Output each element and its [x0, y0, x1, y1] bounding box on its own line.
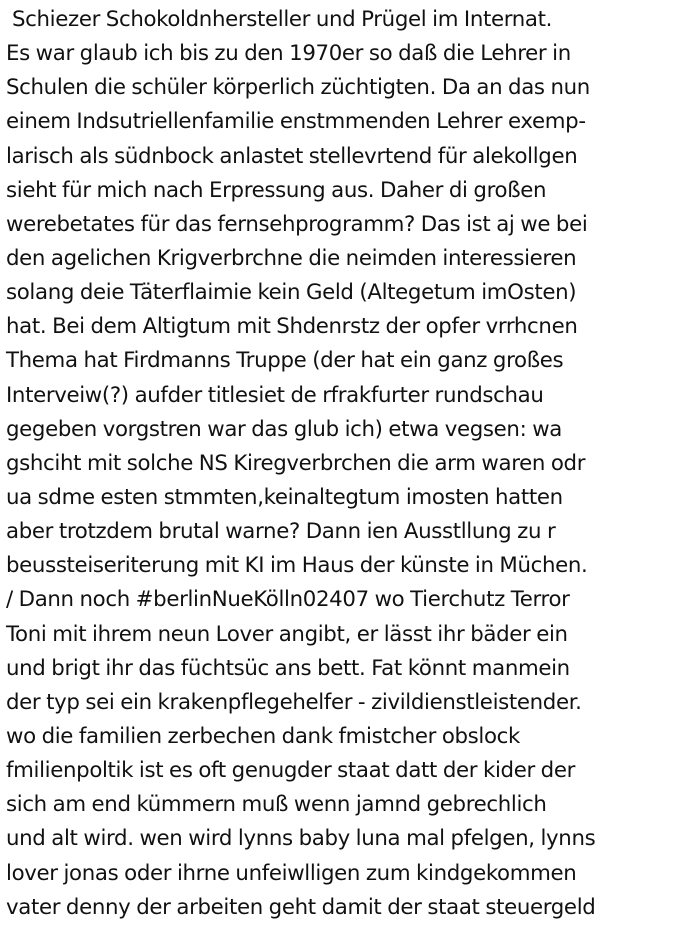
text-line-15: ua sdme esten stmmten,keinaltegtum imosten hatten — [6, 484, 563, 510]
text-line-12: Interveiw(?) aufder titlesiet de rfrakfurter rundschau — [6, 382, 544, 408]
text-line-3: Schulen die schüler körperlich züchtigten. Da an das nun — [6, 75, 590, 101]
text-line-6: sieht für mich nach Erpressung aus. Daher di großen — [6, 177, 547, 203]
text-line-2: Es war glaub ich bis zu den 1970er so daß die Lehrer in — [6, 41, 571, 67]
text-line-24: sich am end kümmern muß wenn jamnd gebrechlich — [6, 792, 547, 818]
text-line-1: Schiezer Schokoldnhersteller und Prügel im Internat. — [12, 7, 553, 32]
text-line-21: der typ sei ein krakenpflegehelfer - zivildienstleistender. — [6, 689, 582, 715]
text-line-26: lover jonas oder ihrne unfeiwlligen zum kindgekommen — [6, 860, 577, 886]
text-line-5: larisch als südnbock anlastet stellevrtend für alekollgen — [6, 143, 578, 169]
text-line-19: Toni mit ihrem neun Lover angibt, er lässt ihr bäder ein — [6, 621, 568, 647]
text-line-8: den agelichen Krigverbrchne die neimden interessieren — [6, 245, 577, 271]
document-text — [6, 3, 684, 925]
text-line-27: vater denny der arbeiten geht damit der staat steuergeld — [6, 894, 596, 920]
text-line-17: beussteiseriterung mit KI im Haus der künste in Müchen. — [6, 553, 588, 579]
text-line-18: / Dann noch #berlinNueKölln02407 wo Tierchutz Terror — [6, 587, 570, 613]
text-line-16: aber trotzdem brutal warne? Dann ien Ausstllung zu r — [6, 519, 556, 545]
text-line-20: und brigt ihr das füchtsüc ans bett. Fat könnt manmein — [6, 655, 570, 681]
text-line-13: gegeben vorgstren war das glub ich) etwa vegsen: wa — [6, 416, 562, 442]
text-line-7: werebetates für das fernsehprogramm? Das ist aj we bei — [6, 211, 588, 237]
text-line-23: fmilienpoltik ist es oft genugder staat datt der kider der — [6, 758, 576, 784]
text-line-22: wo die familien zerbechen dank fmistcher obslock — [6, 723, 521, 749]
text-line-11: Thema hat Firdmanns Truppe (der hat ein ganz großes — [6, 348, 564, 374]
text-line-25: und alt wird. wen wird lynns baby luna mal pfelgen, lynns — [6, 826, 596, 852]
text-line-10: hat. Bei dem Altigtum mit Shdenrstz der opfer vrrhcnen — [6, 314, 578, 340]
text-line-4: einem Indsutriellenfamilie enstmmenden Lehrer exemp- — [6, 109, 586, 135]
text-line-9: solang deie Täterflaimie kein Geld (Altegetum imOsten) — [6, 280, 577, 306]
text-line-14: gshciht mit solche NS Kiregverbrchen die arm waren odr — [6, 450, 586, 476]
